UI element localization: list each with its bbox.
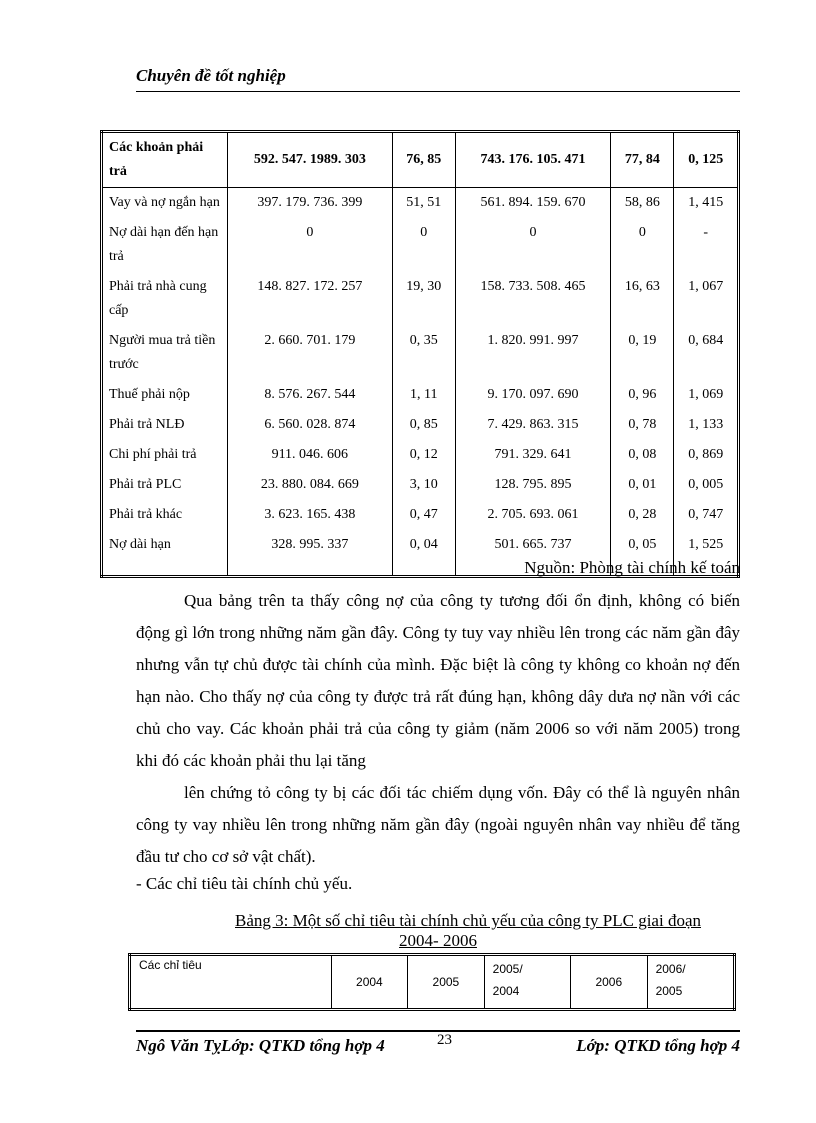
- table-row: [102, 326, 739, 380]
- table-cell: 0, 96: [611, 380, 674, 410]
- row-label: Phải trả NLĐ: [102, 410, 228, 440]
- caption-line-1: Bảng 3: Một số chỉ tiêu tài chính chủ yếu của công ty PLC giai đoạn: [235, 911, 701, 930]
- table-cell: 0, 47: [392, 500, 455, 530]
- table-header-row: [102, 132, 739, 188]
- table-cell: 1, 415: [674, 188, 739, 219]
- table-cell: 9. 170. 097. 690: [455, 380, 610, 410]
- cell-value-2005: 592. 547. 1989. 303: [228, 132, 393, 188]
- table-cell: 0, 12: [392, 440, 455, 470]
- header-2006: 2006: [571, 955, 648, 1010]
- table-cell: 791. 329. 641: [455, 440, 610, 470]
- row-label: Phải trả PLC: [102, 470, 228, 500]
- table-cell: 0, 869: [674, 440, 739, 470]
- table-cell: 1, 11: [392, 380, 455, 410]
- table-cell: 23. 880. 084. 669: [228, 470, 393, 500]
- table-cell: 397. 179. 736. 399: [228, 188, 393, 219]
- table-cell: 2. 660. 701. 179: [228, 326, 393, 380]
- row-label: Phải trả khác: [102, 500, 228, 530]
- table-cell: 6. 560. 028. 874: [228, 410, 393, 440]
- table-cell: 148. 827. 172. 257: [228, 272, 393, 326]
- table-cell: 0, 01: [611, 470, 674, 500]
- page-header-title: Chuyên đề tốt nghiệp: [136, 66, 286, 85]
- header-2005-vs-2004: [484, 955, 570, 1010]
- table-cell: 1, 133: [674, 410, 739, 440]
- table-cell: 51, 51: [392, 188, 455, 219]
- table-cell: 3, 10: [392, 470, 455, 500]
- header-divider: [136, 91, 740, 92]
- table-cell: 0: [611, 218, 674, 272]
- body-paragraph-1: [136, 585, 740, 777]
- table-cell: 1, 067: [674, 272, 739, 326]
- table-cell: 158. 733. 508. 465: [455, 272, 610, 326]
- header-2005: 2005: [408, 955, 485, 1010]
- table-cell: -: [674, 218, 739, 272]
- row-label: Nợ dài hạn: [102, 530, 228, 577]
- row-label: Chi phí phải trả: [102, 440, 228, 470]
- table-cell: 0, 05: [611, 530, 674, 577]
- table-cell: 0: [455, 218, 610, 272]
- financial-indicators-table: [128, 953, 736, 1011]
- table-cell: 8. 576. 267. 544: [228, 380, 393, 410]
- header-indicators: Các chỉ tiêu: [130, 955, 332, 1010]
- table-cell: 128. 795. 895: [455, 470, 610, 500]
- table-cell: 0, 04: [392, 530, 455, 577]
- table-row: [102, 410, 739, 440]
- table-cell: 0, 747: [674, 500, 739, 530]
- cell-share-2005: 76, 85: [392, 132, 455, 188]
- table-cell: 3. 623. 165. 438: [228, 500, 393, 530]
- section-bullet: - Các chỉ tiêu tài chính chủ yếu.: [136, 874, 353, 893]
- table-cell: 0, 28: [611, 500, 674, 530]
- table-cell: 7. 429. 863. 315: [455, 410, 610, 440]
- table-cell: 19, 30: [392, 272, 455, 326]
- row-label: Nợ dài hạn đến hạn trả: [102, 218, 228, 272]
- caption-line-2: 2004- 2006: [399, 931, 477, 950]
- table-cell: 2. 705. 693. 061: [455, 500, 610, 530]
- row-label: Các khoản phải trả: [102, 132, 228, 188]
- table-cell: 0, 19: [611, 326, 674, 380]
- row-label: Người mua trả tiền trước: [102, 326, 228, 380]
- table-cell: 0, 78: [611, 410, 674, 440]
- table-row: [102, 470, 739, 500]
- footer-author: Ngô Văn TỵLớp: QTKD tổng hợp 4: [136, 1036, 385, 1055]
- table-cell: 0, 08: [611, 440, 674, 470]
- table-cell: 0, 005: [674, 470, 739, 500]
- row-label: Thuế phải nộp: [102, 380, 228, 410]
- table-cell: 0: [228, 218, 393, 272]
- table-cell: 58, 86: [611, 188, 674, 219]
- table-cell: 1, 069: [674, 380, 739, 410]
- page-number: 23: [437, 1032, 452, 1048]
- footer-class: Lớp: QTKD tổng hợp 4: [576, 1036, 740, 1055]
- table-cell: 1. 820. 991. 997: [455, 326, 610, 380]
- cell-share-2006: 77, 84: [611, 132, 674, 188]
- table-cell: 501. 665. 737: [455, 530, 610, 577]
- table-row: [102, 380, 739, 410]
- header-2006-vs-2005: [647, 955, 734, 1010]
- table-cell: 0: [392, 218, 455, 272]
- header-part: 2005/: [492, 962, 523, 976]
- table-row: [102, 272, 739, 326]
- body-paragraph-2: [136, 777, 740, 873]
- cell-ratio: 0, 125: [674, 132, 739, 188]
- header-part: 2006/: [655, 962, 686, 976]
- table-row: [102, 218, 739, 272]
- table-cell: 1, 525: [674, 530, 739, 577]
- paragraph-text: Qua bảng trên ta thấy công nợ của công ty tương đối ổn định, không có biến động gì lớn trong những năm gần đây. Công ty tuy vay nhiều lên trong các năm gần đây nhưng vẫn tự chủ được tài chính của mình. Đặc biệt là công ty không co khoản nợ đến hạn nào. Cho thấy nợ của công ty được trả rất đúng hạn, không dây dưa nợ nần với các chủ cho vay. Các khoản phải trả của công ty giảm (năm 2006 so với năm 2005) trong khi đó các khoản phải thu lại tăng: [136, 591, 740, 770]
- cell-value-2006: 743. 176. 105. 471: [455, 132, 610, 188]
- table-cell: 0, 684: [674, 326, 739, 380]
- row-label: Phải trả nhà cung cấp: [102, 272, 228, 326]
- table-source-note: Nguồn: Phòng tài chính kế toán: [524, 558, 740, 577]
- liabilities-table: [100, 130, 740, 578]
- table-cell: 911. 046. 606: [228, 440, 393, 470]
- header-part: 2005: [655, 984, 683, 998]
- header-2004: 2004: [331, 955, 408, 1010]
- table-row: [102, 440, 739, 470]
- table-cell: 0, 85: [392, 410, 455, 440]
- row-label: Vay và nợ ngắn hạn: [102, 188, 228, 219]
- paragraph-text: lên chứng tỏ công ty bị các đối tác chiếm dụng vốn. Đây có thể là nguyên nhân công ty vay nhiều lên trong những năm gần đây (ngoài nguyên nhân vay nhiều để tăng đầu tư cho cơ sở vật chất).: [136, 783, 740, 866]
- table-header-row: [130, 955, 735, 1010]
- table-cell: 16, 63: [611, 272, 674, 326]
- table-row: [102, 188, 739, 219]
- table-caption: [136, 911, 740, 951]
- header-part: 2004: [492, 984, 520, 998]
- table-cell: 328. 995. 337: [228, 530, 393, 577]
- table-cell: 561. 894. 159. 670: [455, 188, 610, 219]
- table-cell: 0, 35: [392, 326, 455, 380]
- table-row: [102, 500, 739, 530]
